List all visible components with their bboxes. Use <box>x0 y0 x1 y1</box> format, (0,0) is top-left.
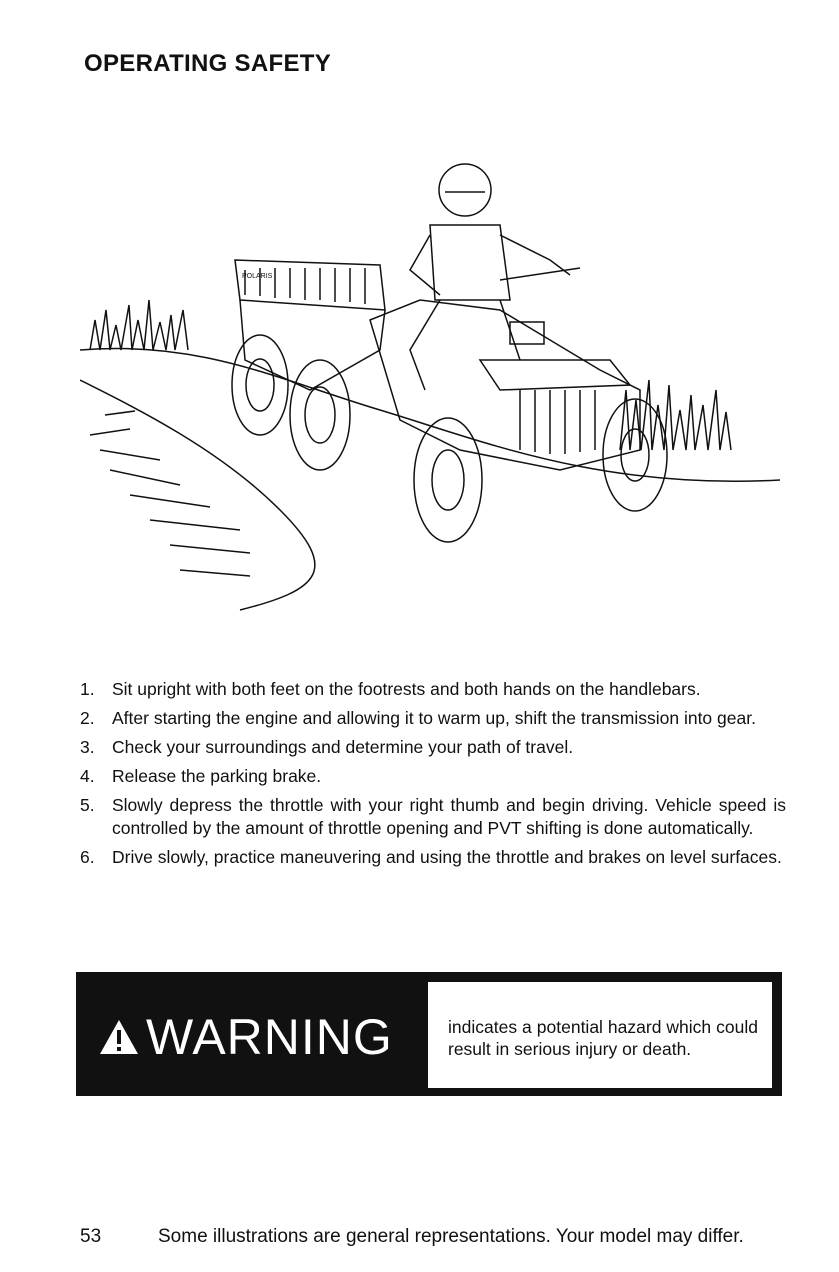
footer-disclaimer: Some illustrations are general representations. Your model may differ. <box>158 1226 744 1247</box>
warning-box <box>76 972 782 1096</box>
warning-word: WARNING <box>146 1009 393 1065</box>
page-number: 53 <box>80 1226 102 1247</box>
page-heading: OPERATING SAFETY <box>84 50 332 77</box>
list-item: 3. Check your surroundings and determine your path of travel. <box>80 737 574 757</box>
warning-description: indicates a potential hazard which could result in serious injury or death. <box>428 982 772 1088</box>
list-item: 5. Slowly depress the throttle with your right thumb and begin driving. Vehicle speed is controlled by the amount of throttle opening and PVT shifting is done automatically. <box>80 795 786 838</box>
polaris-logo: POLARIS <box>242 273 273 280</box>
list-item: 2. After starting the engine and allowing it to warm up, shift the transmission into gear. <box>80 708 756 728</box>
atv-rider-illustration <box>80 150 790 620</box>
atv-illustration-svg <box>80 150 790 620</box>
list-item: 4. Release the parking brake. <box>80 766 322 786</box>
warning-triangle-icon <box>98 1018 140 1056</box>
warning-label <box>98 1008 393 1066</box>
list-item: 6. Drive slowly, practice maneuvering and using the throttle and brakes on level surfaces. <box>80 847 782 867</box>
operating-steps-list <box>74 678 786 875</box>
list-item: 1. Sit upright with both feet on the footrests and both hands on the handlebars. <box>80 679 701 699</box>
